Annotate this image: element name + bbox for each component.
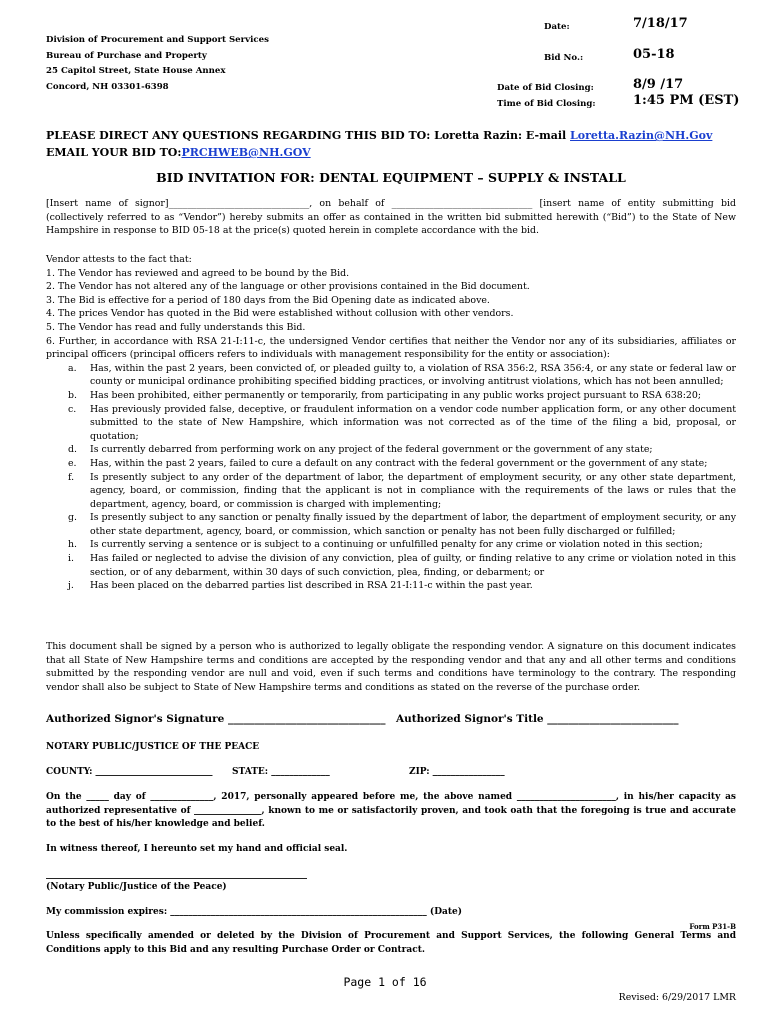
attest-item: 4. The prices Vendor has quoted in the Bid were established without collusion with other vendors. (46, 308, 514, 320)
sub-item (46, 552, 736, 579)
notary-signature-caption: (Notary Public/Justice of the Peace) (46, 882, 227, 892)
sub-item-mark: d. (68, 444, 77, 456)
sub-item (46, 579, 736, 593)
attest-item: 1. The Vendor has reviewed and agreed to be bound by the Bid. (46, 267, 350, 279)
sub-item (46, 471, 736, 512)
sub-item-text: Is presently subject to any sanction or penalty finally issued by the department of labor, the department of employment security, or any other state department, agency, board, or commission, which sanction or penalty has not been fully discharged or fulfilled; (90, 512, 736, 537)
attest-item: 5. The Vendor has read and fully understands this Bid. (46, 321, 306, 333)
agency-line: Concord, NH 03301-6398 (46, 81, 169, 92)
notary-signature-line[interactable]: __________________________________________________________ (46, 870, 307, 880)
sub-item-text: Has failed or neglected to advise the division of any conviction, plea of guilty, or finding relative to any crime or violation noted in this section, or of any debarment, within 30 days of such conviction, plea, finding, or debarment; or (90, 553, 736, 578)
sub-item-mark: g. (68, 512, 77, 524)
attestations (46, 253, 736, 593)
agency-line: Division of Procurement and Support Services (46, 35, 269, 45)
oath-paragraph: On the _____ day of ______________, 2017, personally appeared before me, the above named ______________________, in his/her capacity as authorized representative of _______________, known to me or satisfactorily proven, and took oath that the foregoing is true and accurate to the best of his/her knowledge and belief. (46, 792, 736, 830)
sub-item-text: Has, within the past 2 years, been convicted of, or pleaded guilty to, a violation of RSA 356:2, RSA 356:4, or any state or federal law or county or municipal ordinance prohibiting specified bidding practices, or involving antitrust violations, which has not been annulled; (90, 362, 736, 388)
questions-text: PLEASE DIRECT ANY QUESTIONS REGARDING THIS BID TO: Loretta Razin: E-mail (46, 129, 571, 142)
sub-item-mark: i. (68, 553, 74, 565)
terms-note: Unless specifically amended or deleted by the Division of Procurement and Support Services, the following General Terms and Conditions apply to this Bid and any resulting Purchase Order or Contract. (46, 931, 736, 955)
sub-item (46, 389, 736, 403)
sub-item-text: Has, within the past 2 years, failed to cure a default on any contract with the federal government or the government of any state; (90, 457, 708, 469)
bid-no-label: Bid No.: (544, 53, 584, 63)
closing-time-value: 1:45 PM (EST) (633, 93, 740, 108)
questions-line (46, 127, 712, 144)
email-bid-line (46, 144, 712, 161)
sub-item (46, 403, 736, 444)
sub-item-text: Has been placed on the debarred parties list described in RSA 21-I:11-c within the past year. (90, 580, 533, 592)
closing-date-label: Date of Bid Closing: (497, 83, 594, 93)
date-value: 7/18/17 (633, 16, 688, 31)
date-label: Date: (544, 22, 570, 32)
bid-no-value: 05-18 (633, 47, 675, 62)
sub-item-mark: j. (68, 580, 74, 592)
signor-title-field[interactable]: Authorized Signor's Title _________________________ (396, 713, 679, 725)
sub-item-text: Is presently subject to any order of the department of labor, the department of employment security, or any other state department, agency, board, or commission, finding that the applicant is not in compliance with the requirements of the laws or rules that the department, agency, board, or commission is charged with implementing; (90, 471, 736, 510)
sub-item-mark: b. (68, 389, 77, 401)
sub-item-text: Is currently debarred from performing work on any project of the federal government or the government of any state; (90, 444, 653, 456)
intro-paragraph: [Insert name of signor]______________________________, on behalf of ______________________________ [insert name of entity submitting bid (collectively referred to as “Vendor”) hereby submits an offer as contained in the written bid submitted herewith (“Bid”) to the State of New Hampshire in response to BID 05-18 at the price(s) quoted herein in complete accordance with the bid. (46, 198, 736, 237)
signing-paragraph: This document shall be signed by a person who is authorized to legally obligate the responding vendor. A signature on this document indicates that all State of New Hampshire terms and conditions are accepted by the responding vendor and that any and all other terms and conditions submitted by the responding vendor are null and void, even if such terms and conditions have terminology to the contrary. The responding vendor shall also be subject to State of New Hampshire terms and conditions as stated on the reverse of the purchase order. (46, 641, 736, 693)
sub-item-text: Is currently serving a sentence or is subject to a continuing or unfulfilled penalty for any crime or violation noted in this section; (90, 539, 703, 551)
email-bid-text: EMAIL YOUR BID TO: (46, 146, 182, 159)
revision-note: Revised: 6/29/2017 LMR (618, 992, 736, 1003)
county-field[interactable]: COUNTY: __________________________ (46, 767, 213, 777)
notary-heading: NOTARY PUBLIC/JUSTICE OF THE PEACE (46, 742, 260, 752)
sub-item-mark: f. (68, 471, 75, 483)
page-title: BID INVITATION FOR: DENTAL EQUIPMENT – SUPPLY & INSTALL (156, 170, 626, 185)
attest-item: 3. The Bid is effective for a period of 180 days from the Bid Opening date as indicated above. (46, 294, 490, 306)
form-number: Form P31-B (689, 922, 736, 931)
closing-time-label: Time of Bid Closing: (497, 99, 596, 109)
sub-item (46, 511, 736, 538)
agency-line: Bureau of Purchase and Property (46, 50, 207, 61)
sub-item-mark: a. (68, 362, 77, 374)
contact-block (46, 127, 712, 161)
sub-item-mark: h. (68, 539, 78, 551)
signor-signature-field[interactable]: Authorized Signor's Signature ______________________________ (46, 713, 386, 725)
agency-line: 25 Capitol Street, State House Annex (46, 66, 226, 76)
attest-item: 2. The Vendor has not altered any of the language or other provisions contained in the Bid document. (46, 281, 530, 293)
zip-field[interactable]: ZIP: ________________ (409, 767, 505, 777)
sub-item (46, 538, 736, 552)
sub-item (46, 443, 736, 457)
page-number: Page 1 of 16 (343, 975, 427, 989)
sub-item-mark: c. (68, 403, 77, 415)
agency-address (46, 33, 269, 95)
sub-item-text: Has been prohibited, either permanently or temporarily, from participating in any public works project pursuant to RSA 638:20; (90, 389, 701, 401)
sub-item-text: Has previously provided false, deceptive, or fraudulent information on a vendor code number application form, or any other document submitted to the state of New Hampshire, which information was not corrected as of the time of the filing a bid, proposal, or quotation; (90, 403, 736, 442)
closing-date-value: 8/9 /17 (633, 77, 684, 92)
sub-item (46, 362, 736, 389)
witness-line: In witness thereof, I hereunto set my hand and official seal. (46, 844, 348, 854)
state-field[interactable]: STATE: _____________ (232, 767, 330, 777)
sub-item (46, 457, 736, 471)
contact-email-link[interactable]: Loretta.Razin@NH.Gov (570, 129, 713, 142)
bid-email-link[interactable]: PRCHWEB@NH.GOV (181, 146, 311, 159)
sub-item-mark: e. (68, 457, 77, 469)
commission-expires-field[interactable]: My commission expires: _________________________________________________________ (Date) (46, 907, 462, 917)
attest-heading: Vendor attests to the fact that: (46, 254, 192, 265)
attest-item: 6. Further, in accordance with RSA 21-I:11-c, the undersigned Vendor certifies that neither the Vendor nor any of its subsidiaries, affiliates or principal officers (principal officers refers to individuals with management responsibility for the entity or association): (46, 335, 736, 361)
